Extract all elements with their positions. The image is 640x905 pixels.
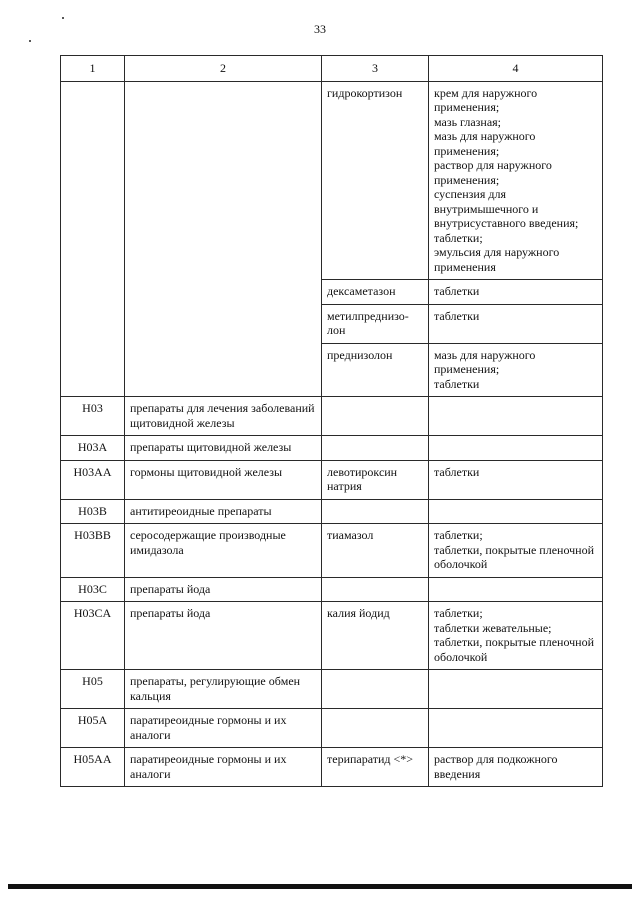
atc-code: H05A xyxy=(61,709,125,748)
dosage-form: таблетки, покрытые пленочной оболочкой xyxy=(434,635,595,664)
header-cell: 1 xyxy=(61,56,125,82)
group-cell xyxy=(125,81,322,397)
forms-cell xyxy=(429,524,603,578)
atc-code: H05 xyxy=(61,670,125,709)
atc-code: H03CA xyxy=(61,602,125,670)
group-name: препараты щитовидной железы xyxy=(125,436,322,461)
dosage-form: таблетки xyxy=(434,308,480,323)
drug-name xyxy=(322,397,429,436)
group-name: серосодержащие производные имидазола xyxy=(125,524,322,578)
dosage-form: таблетки xyxy=(434,376,480,391)
dosage-form: таблетки xyxy=(434,464,480,479)
drug-name: преднизолон xyxy=(322,343,429,397)
atc-code: H03BB xyxy=(61,524,125,578)
table-body xyxy=(61,81,603,787)
table-row xyxy=(61,499,603,524)
forms-cell xyxy=(429,460,603,499)
table-row xyxy=(61,436,603,461)
scan-speck xyxy=(62,17,64,19)
code-cell xyxy=(61,81,125,397)
atc-code: H03C xyxy=(61,577,125,602)
table-row xyxy=(61,524,603,578)
header-row xyxy=(61,56,603,82)
dosage-form: таблетки; xyxy=(434,528,483,542)
dosage-form: эмульсия для наружного применения xyxy=(434,245,560,274)
dosage-form: таблетки, покрытые пленочной оболочкой xyxy=(434,542,595,571)
drug-name xyxy=(322,499,429,524)
group-name: препараты йода xyxy=(125,577,322,602)
forms-cell xyxy=(429,280,603,305)
table-row xyxy=(61,81,603,280)
table-row xyxy=(61,709,603,748)
atc-code: H03AA xyxy=(61,460,125,499)
table-row xyxy=(61,460,603,499)
drug-name: терипаратид <*> xyxy=(322,748,429,787)
drug-name xyxy=(322,670,429,709)
atc-code: H05AA xyxy=(61,748,125,787)
dosage-form: суспензия для внутримышечного и внутрисуставного введения; xyxy=(434,187,579,230)
scan-speck xyxy=(29,40,31,42)
group-name: антитиреоидные препараты xyxy=(125,499,322,524)
header-cell: 3 xyxy=(322,56,429,82)
drug-name xyxy=(322,436,429,461)
dosage-form: мазь глазная; xyxy=(434,114,502,129)
forms-cell xyxy=(429,397,603,436)
table-row xyxy=(61,748,603,787)
dosage-form: мазь для наружного применения; xyxy=(434,129,536,158)
group-name: препараты, регулирующие обмен кальция xyxy=(125,670,322,709)
group-name: паратиреоидные гормоны и их аналоги xyxy=(125,709,322,748)
drug-name: гидрокортизон xyxy=(322,81,429,280)
forms-cell xyxy=(429,748,603,787)
forms-cell xyxy=(429,577,603,602)
page-number: 33 xyxy=(314,22,326,36)
table-row xyxy=(61,397,603,436)
forms-cell xyxy=(429,709,603,748)
forms-cell xyxy=(429,499,603,524)
drug-name xyxy=(322,709,429,748)
drug-name: дексаметазон xyxy=(322,280,429,305)
dosage-form: таблетки; xyxy=(434,230,483,245)
drug-name: метилпреднизо- лон xyxy=(322,304,429,343)
bottom-rule xyxy=(8,884,632,889)
dosage-form: раствор для подкожного введения xyxy=(434,752,558,781)
drug-name: левотироксин натрия xyxy=(322,460,429,499)
drug-name: калия йодид xyxy=(322,602,429,670)
group-name: гормоны щитовидной железы xyxy=(125,460,322,499)
group-name: препараты для лечения заболеваний щитовидной железы xyxy=(125,397,322,436)
header-cell: 2 xyxy=(125,56,322,82)
forms-cell xyxy=(429,343,603,397)
dosage-form: таблетки xyxy=(434,284,480,298)
atc-code: H03B xyxy=(61,499,125,524)
drug-registry-table xyxy=(60,55,603,787)
forms-cell xyxy=(429,602,603,670)
group-name: препараты йода xyxy=(125,602,322,670)
drug-name xyxy=(322,577,429,602)
dosage-form: раствор для наружного применения; xyxy=(434,158,552,187)
table-row xyxy=(61,577,603,602)
forms-cell xyxy=(429,436,603,461)
dosage-form: таблетки жевательные; xyxy=(434,620,552,635)
forms-cell xyxy=(429,670,603,709)
atc-code: H03A xyxy=(61,436,125,461)
dosage-form: таблетки; xyxy=(434,606,483,620)
forms-cell xyxy=(429,81,603,280)
atc-code: H03 xyxy=(61,397,125,436)
dosage-form: крем для наружного применения; xyxy=(434,85,538,114)
table-row xyxy=(61,670,603,709)
dosage-form: мазь для наружного применения; xyxy=(434,347,536,376)
forms-cell xyxy=(429,304,603,343)
group-name: паратиреоидные гормоны и их аналоги xyxy=(125,748,322,787)
drug-name: тиамазол xyxy=(322,524,429,578)
table-row xyxy=(61,602,603,670)
header-cell: 4 xyxy=(429,56,603,82)
